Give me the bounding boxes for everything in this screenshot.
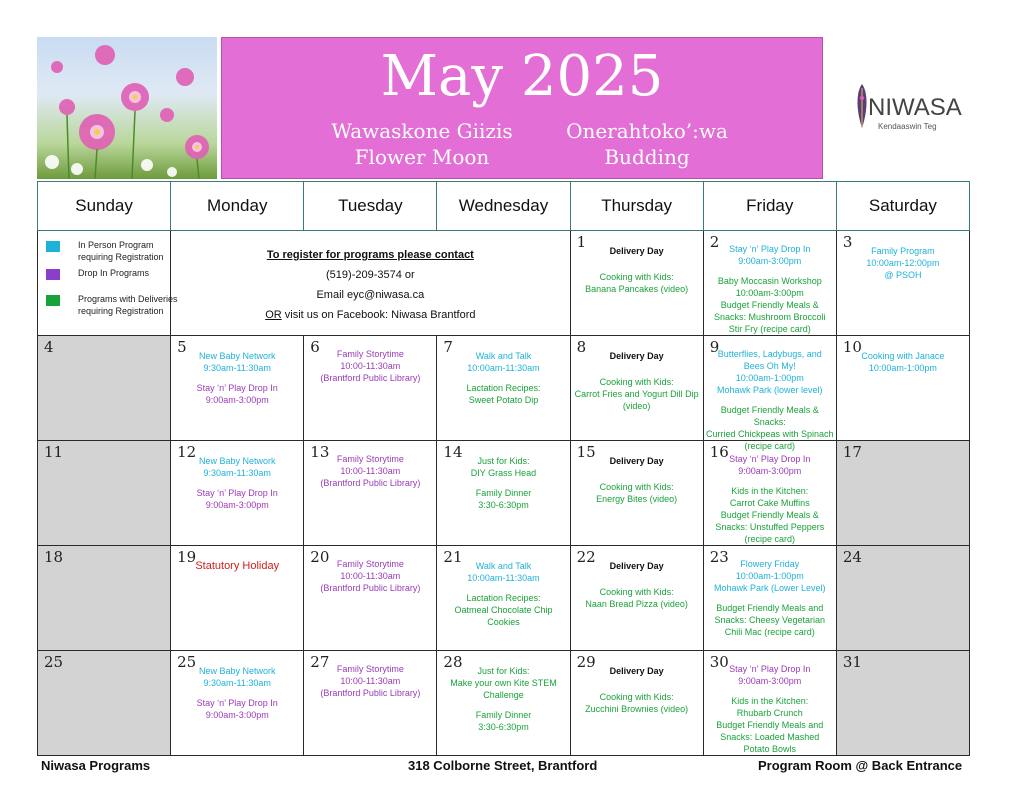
calendar-grid — [37, 181, 970, 756]
week-row — [38, 231, 970, 336]
day-number: 10 — [842, 338, 862, 356]
day-number: 21 — [443, 548, 463, 566]
event-line: Cookies — [487, 617, 520, 627]
event-line: Just for Kids: — [477, 666, 530, 676]
event[interactable] — [171, 350, 303, 374]
legend-label: In Person Program requiring Registration — [78, 240, 164, 262]
event[interactable] — [437, 382, 569, 406]
day-number: 4 — [44, 338, 54, 356]
day-number: 7 — [443, 338, 453, 356]
day-number: 2 — [709, 233, 720, 251]
registration-info — [171, 245, 569, 325]
day-number: 30 — [709, 653, 729, 671]
day-cell — [570, 546, 703, 651]
event[interactable] — [704, 558, 836, 594]
event-line: (Brantford Public Library) — [320, 373, 421, 383]
event-line: Budget Friendly Meals and — [716, 603, 824, 613]
event-line: Cooking with Kids: — [599, 482, 674, 492]
registration-info-cell — [171, 231, 570, 336]
day-number: 19 — [177, 548, 197, 566]
week-row — [38, 336, 970, 441]
event-line: 10:00-11:30am — [340, 571, 401, 581]
day-cell — [38, 651, 171, 756]
event-line: New Baby Network — [198, 351, 276, 361]
event-line: Cooking with Kids: — [599, 692, 674, 702]
event[interactable] — [171, 560, 303, 572]
event-line: New Baby Network — [198, 666, 276, 676]
day-number: 11 — [44, 443, 64, 461]
day-cell — [703, 336, 836, 451]
footer-address: 318 Colborne Street, Brantford — [408, 758, 598, 773]
event[interactable] — [437, 455, 569, 479]
weekday-header-thursday: Thursday — [570, 182, 703, 231]
event-line: Just for Kids: — [477, 456, 530, 466]
day-number: 23 — [709, 548, 729, 566]
ojibwe-moon-name — [322, 118, 522, 170]
event-line: Stay ‘n’ Play Drop In — [729, 664, 811, 674]
legend-swatch — [46, 295, 60, 306]
event[interactable] — [571, 665, 703, 677]
event[interactable] — [437, 665, 569, 701]
event[interactable] — [171, 487, 303, 511]
event-line: (Brantford Public Library) — [320, 583, 421, 593]
event-line: Lactation Recipes: — [466, 383, 541, 393]
event-line: Kids in the Kitchen: — [731, 486, 809, 496]
event-line: 10:00am-12:00pm — [866, 258, 940, 268]
event-line: Sweet Potato Dip — [468, 395, 539, 405]
event-line: Family Dinner — [475, 488, 532, 498]
event-line: Naan Bread Pizza (video) — [585, 599, 688, 609]
event-line: 10:00-11:30am — [340, 676, 401, 686]
day-number: 14 — [443, 443, 463, 461]
day-cell — [38, 441, 171, 546]
event-line: 9:00am-3:00pm — [205, 395, 269, 405]
day-cell — [703, 651, 836, 756]
mohawk-name: Onerahtoko’:wa — [566, 119, 728, 143]
registration-facebook[interactable] — [171, 305, 569, 325]
event-line: 10:00am-3:00pm — [735, 288, 804, 298]
day-number: 1 — [576, 233, 587, 251]
event[interactable] — [171, 665, 303, 689]
event[interactable] — [704, 602, 836, 638]
day-cell — [570, 651, 703, 756]
legend-label: Programs with Deliveries requiring Registration — [78, 294, 178, 316]
calendar-body — [38, 231, 970, 756]
event[interactable] — [704, 663, 836, 687]
day-cell — [437, 441, 570, 546]
day-cell — [171, 336, 304, 441]
event-line: 10:00am-11:30am — [467, 573, 540, 583]
day-number: 5 — [177, 338, 187, 356]
weekday-header-monday: Monday — [171, 182, 304, 231]
weekday-header-friday: Friday — [703, 182, 836, 231]
event-line: Snacks: Cheesy Vegetarian — [714, 615, 826, 625]
day-cell — [171, 546, 304, 651]
day-cell — [304, 441, 437, 546]
event-line: (Brantford Public Library) — [320, 688, 421, 698]
event[interactable] — [171, 697, 303, 721]
event-line: Make your own Kite STEM — [450, 678, 557, 688]
event-line: Budget Friendly Meals & — [720, 510, 819, 520]
day-number: 6 — [310, 338, 320, 356]
day-cell — [437, 336, 570, 441]
legend-swatch — [46, 241, 60, 252]
event-line: Stay ‘n’ Play Drop In — [729, 244, 811, 254]
logo-tagline: Kendaaswin Teg — [878, 122, 937, 131]
day-cell — [437, 546, 570, 651]
event-line: Budget Friendly Meals & Snacks: — [720, 405, 819, 427]
event[interactable] — [437, 560, 569, 584]
event-line: Oatmeal Chocolate Chip — [454, 605, 553, 615]
day-number: 9 — [709, 338, 720, 356]
event-line: 10:00-11:30am — [340, 466, 401, 476]
legend-label: Drop In Programs — [78, 268, 150, 278]
event-line: Cooking with Kids: — [599, 587, 674, 597]
flower-photo — [37, 37, 217, 179]
day-cell — [304, 651, 437, 756]
event-line: Cooking with Janace — [861, 351, 945, 361]
month-title: May 2025 — [380, 44, 664, 109]
event-line: 9:00am-3:00pm — [205, 500, 269, 510]
event-line: Statutory Holiday — [195, 560, 280, 572]
day-number: 8 — [576, 338, 587, 356]
event-line: 10:00am-1:00pm — [735, 373, 804, 383]
event[interactable] — [304, 558, 436, 594]
logo-name: NIWASA — [868, 94, 962, 121]
day-number: 20 — [310, 548, 330, 566]
event[interactable] — [837, 245, 969, 281]
delivery-day-label: Delivery Day — [609, 246, 664, 256]
event-line: 9:30am-11:30am — [203, 363, 271, 373]
day-number: 24 — [842, 548, 862, 566]
day-number: 12 — [177, 443, 197, 461]
event-line: Stay ‘n’ Play Drop In — [729, 454, 811, 464]
event[interactable] — [304, 453, 436, 489]
registration-phone: (519)-209-3574 or — [326, 269, 415, 281]
event-line: Zucchini Brownies (video) — [585, 704, 689, 714]
registration-or: OR — [265, 309, 282, 321]
ojibwe-translation: Flower Moon — [354, 145, 490, 169]
weekday-header-row — [38, 182, 970, 231]
day-cell — [304, 336, 437, 441]
day-cell — [570, 441, 703, 546]
event-line: Stay ‘n’ Play Drop In — [196, 698, 278, 708]
event-line: Mohawk Park (lower level) — [717, 385, 823, 395]
event[interactable] — [437, 487, 569, 511]
event-line: New Baby Network — [198, 456, 276, 466]
day-cell — [38, 336, 171, 441]
footer-organization: Niwasa Programs — [41, 758, 151, 773]
day-cell — [171, 441, 304, 546]
day-cell — [304, 546, 437, 651]
event[interactable] — [704, 275, 836, 335]
event-line: Snacks: Loaded Mashed — [720, 732, 820, 742]
event-line: Walk and Talk — [475, 351, 532, 361]
event-line: Rhubarb Crunch — [736, 708, 803, 718]
day-cell — [703, 441, 836, 546]
weekday-header-wednesday: Wednesday — [437, 182, 570, 231]
day-number: 29 — [576, 653, 596, 671]
event-line: Stir Fry (recipe card) — [728, 324, 811, 334]
day-number: 31 — [842, 653, 862, 671]
event-line: (recipe card) — [744, 534, 796, 544]
event[interactable] — [571, 586, 703, 610]
event-line: Carrot Cake Muffins — [729, 498, 810, 508]
registration-email[interactable]: Email eyc@niwasa.ca — [316, 289, 425, 301]
event-line: Cooking with Kids: — [599, 377, 674, 387]
event-line: Curried Chickpeas with Spinach — [705, 429, 834, 439]
event-line: 9:00am-3:00pm — [738, 676, 802, 686]
event-line: Family Storytime — [336, 349, 404, 359]
event-line: Carrot Fries and Yogurt Dill Dip — [574, 389, 699, 399]
day-number: 25 — [177, 653, 197, 671]
legend-swatch — [46, 269, 60, 280]
registration-heading: To register for programs please contact — [266, 249, 474, 261]
registration-facebook-text: visit us on Facebook: Niwasa Brantford — [284, 309, 476, 321]
day-number: 18 — [44, 548, 64, 566]
day-cell — [570, 231, 703, 336]
day-number: 15 — [576, 443, 596, 461]
event[interactable] — [704, 348, 836, 396]
week-row — [38, 651, 970, 756]
event-line: Challenge — [483, 690, 524, 700]
day-number: 27 — [310, 653, 330, 671]
event[interactable] — [704, 453, 836, 477]
event[interactable] — [571, 376, 703, 412]
event[interactable] — [304, 348, 436, 384]
event-line: 9:00am-3:00pm — [738, 466, 802, 476]
day-number: 13 — [310, 443, 330, 461]
event-line: Banana Pancakes (video) — [585, 284, 689, 294]
event-line: 10:00am-1:00pm — [868, 363, 937, 373]
event-line: Walk and Talk — [475, 561, 532, 571]
event-line: 9:30am-11:30am — [203, 468, 271, 478]
event-line: Kids in the Kitchen: — [731, 696, 809, 706]
event-line: (video) — [622, 401, 651, 411]
event[interactable] — [437, 350, 569, 374]
day-cell — [171, 651, 304, 756]
day-cell — [437, 651, 570, 756]
footer-room: Program Room @ Back Entrance — [758, 758, 963, 773]
event-line: DIY Grass Head — [470, 468, 537, 478]
day-number: 17 — [842, 443, 862, 461]
event[interactable] — [437, 592, 569, 628]
event[interactable] — [571, 271, 703, 295]
event-line: Snacks: Mushroom Broccoli — [714, 312, 826, 322]
event[interactable] — [837, 350, 969, 374]
day-cell — [703, 546, 836, 651]
event[interactable] — [304, 663, 436, 699]
niwasa-logo — [848, 82, 962, 134]
event[interactable] — [571, 481, 703, 505]
event-line: Family Storytime — [336, 559, 404, 569]
mohawk-translation: Budding — [604, 145, 690, 169]
event[interactable] — [571, 691, 703, 715]
event[interactable] — [171, 382, 303, 406]
day-cell — [836, 336, 969, 441]
day-cell — [836, 651, 969, 756]
event-line: Baby Moccasin Workshop — [717, 276, 822, 286]
event-line: Budget Friendly Meals & — [720, 300, 819, 310]
legend-cell — [38, 231, 178, 336]
day-cell — [836, 441, 969, 546]
event-line: Snacks: Unstuffed Peppers — [715, 522, 825, 532]
event-line: 3:30-6:30pm — [478, 500, 529, 510]
event-line: Family Dinner — [475, 710, 532, 720]
delivery-day-label: Delivery Day — [609, 666, 664, 676]
event-line: Chili Mac (recipe card) — [724, 627, 815, 637]
event[interactable] — [571, 245, 703, 257]
day-number: 3 — [842, 233, 853, 251]
event-line: (Brantford Public Library) — [320, 478, 421, 488]
ojibwe-name: Wawaskone Giizis — [331, 119, 513, 143]
event-line: Energy Bites (video) — [596, 494, 678, 504]
event-line: Potato Bowls — [743, 744, 797, 754]
day-number: 16 — [709, 443, 729, 461]
day-cell — [38, 546, 171, 651]
day-number: 22 — [576, 548, 596, 566]
flower-illustration — [37, 37, 217, 179]
weekday-header-saturday: Saturday — [836, 182, 969, 231]
week-row — [38, 441, 970, 546]
event-line: Budget Friendly Meals and — [716, 720, 824, 730]
event-line: 10:00am-1:00pm — [735, 571, 804, 581]
event[interactable] — [704, 243, 836, 267]
event-line: Mohawk Park (Lower Level) — [714, 583, 826, 593]
event-line: 10:00-11:30am — [340, 361, 401, 371]
day-cell — [836, 546, 969, 651]
event-line: (recipe card) — [744, 441, 796, 451]
delivery-day-label: Delivery Day — [609, 561, 664, 571]
day-cell — [570, 336, 703, 441]
event-line: Cooking with Kids: — [599, 272, 674, 282]
event-line: 3:30-6:30pm — [478, 722, 529, 732]
event-line: Family Storytime — [336, 454, 404, 464]
event-line: Butterflies, Ladybugs, and — [717, 349, 822, 359]
event[interactable] — [571, 455, 703, 467]
day-cell — [836, 231, 969, 336]
event-line: Stay ‘n’ Play Drop In — [196, 488, 278, 498]
event-line: Flowery Friday — [740, 559, 800, 569]
event-line: 9:30am-11:30am — [203, 678, 271, 688]
event-line: 9:00am-3:00pm — [738, 256, 802, 266]
event[interactable] — [571, 350, 703, 362]
day-number: 28 — [443, 653, 463, 671]
event-line: Bees Oh My! — [743, 361, 796, 371]
event-line: Lactation Recipes: — [466, 593, 541, 603]
weekday-header-sunday: Sunday — [38, 182, 171, 231]
event-line: 9:00am-3:00pm — [205, 710, 269, 720]
day-cell — [703, 231, 836, 336]
weekday-header-tuesday: Tuesday — [304, 182, 437, 231]
delivery-day-label: Delivery Day — [609, 351, 664, 361]
event-line: 10:00am-11:30am — [467, 363, 540, 373]
event-line: Family Storytime — [336, 664, 404, 674]
day-number: 25 — [44, 653, 64, 671]
week-row — [38, 546, 970, 651]
delivery-day-label: Delivery Day — [609, 456, 664, 466]
event-line: @ PSOH — [884, 270, 922, 280]
event-line: Family Program — [871, 246, 935, 256]
event[interactable] — [704, 695, 836, 755]
event[interactable] — [171, 455, 303, 479]
mohawk-moon-name — [547, 118, 747, 170]
event-line: Stay ‘n’ Play Drop In — [196, 383, 278, 393]
month-banner — [221, 37, 823, 179]
event[interactable] — [704, 485, 836, 545]
event[interactable] — [571, 560, 703, 572]
event[interactable] — [437, 709, 569, 733]
